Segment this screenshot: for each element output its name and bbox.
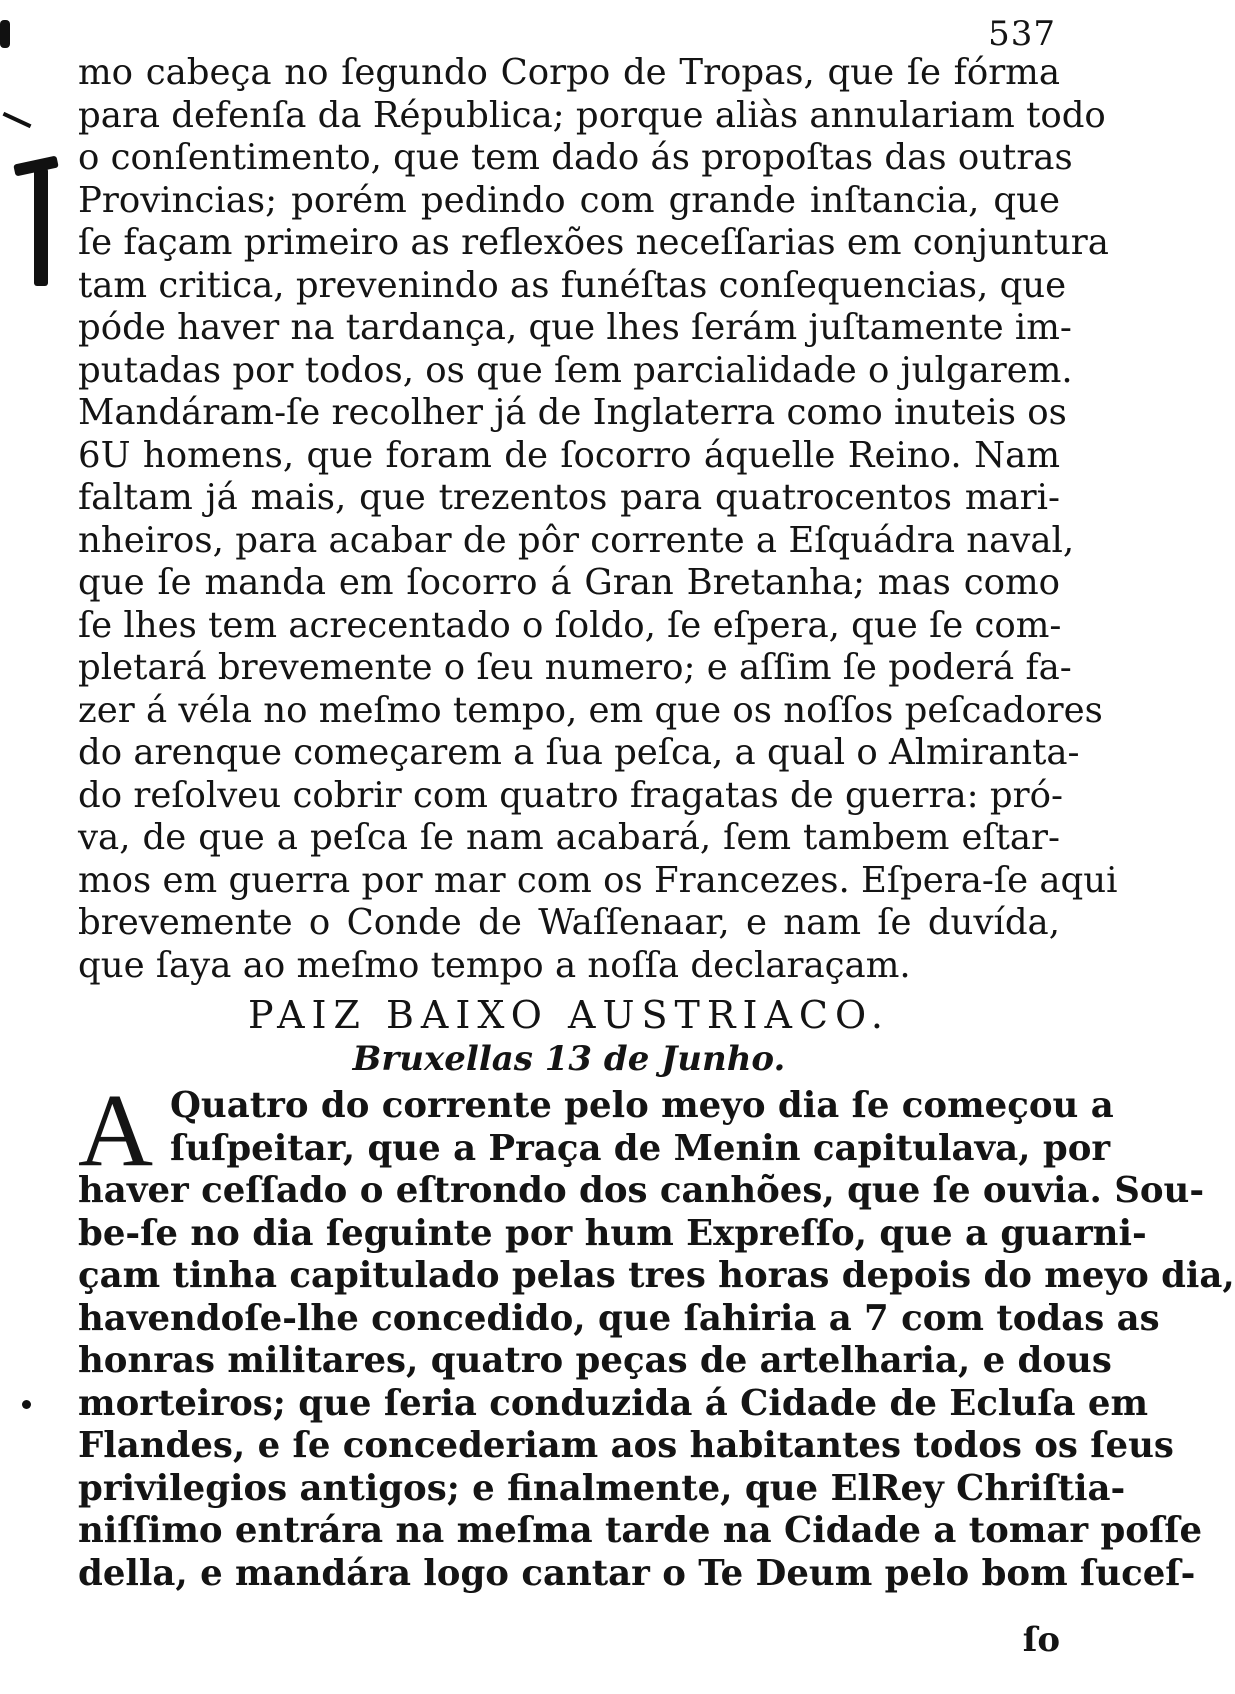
margin-ink-dot [22, 1400, 31, 1409]
text-line: çam tinha capitulado pelas tres horas depois do meyo dia, [78, 1255, 1235, 1296]
text-line: mos em guerra por mar com os Francezes. Eſpera-ſe aqui [78, 859, 1118, 901]
text-line: Mandáram-ſe recolher já de Inglaterra como inuteis os [78, 392, 1067, 433]
text-line: ſuſpeitar, que a Praça de Menin capitulava, por [170, 1127, 1111, 1169]
text-line: faltam já mais, que trezentos para quatrocentos mari- [78, 477, 1060, 518]
text-line: Provincias; porém pedindo com grande inſtancia, que [78, 179, 1060, 221]
text-line: honras militares, quatro peças de artelharia, e dous [78, 1340, 1112, 1381]
text-column [78, 52, 1235, 1595]
margin-ink-dash [3, 112, 32, 128]
section-title: PAIZ BAIXO AUSTRIACO. [247, 993, 890, 1037]
drop-cap: A [78, 1073, 154, 1188]
text-line: putadas por todos, os que ſem parcialidade o julgarem. [78, 349, 1073, 391]
text-line: do arenque começarem a ſua peſca, a qual o Almiranta- [78, 732, 1080, 773]
text-line: havendoſe-lhe concedido, que ſahiria a 7 com todas as [78, 1297, 1160, 1339]
text-line: be-ſe no dia ſeguinte por hum Expreſſo, que a guarni- [78, 1212, 1147, 1254]
text-line: ſe façam primeiro as reflexões neceſſarias em conjuntura [78, 222, 1109, 263]
text-line: pletará brevemente o ſeu numero; e aſſim ſe poderá fa- [78, 647, 1072, 688]
text-line: 6U homens, que foram de ſocorro áquelle Reino. Nam [78, 434, 1060, 476]
text-line: póde haver na tardança, que lhes ſerám juſtamente im- [78, 307, 1072, 348]
text-line: zer á véla no meſmo tempo, em que os noſſos peſcadores [78, 689, 1103, 731]
page-number: 537 [988, 14, 1056, 54]
text-line: nheiros, para acabar de pôr corrente a Eſquádra naval, [78, 519, 1075, 561]
text-line: haver ceſſado o eſtrondo dos canhões, que ſe ouvia. Sou- [78, 1170, 1205, 1211]
text-line: para defenſa da Républica; porque aliàs annulariam todo [78, 94, 1106, 136]
text-line: va, de que a peſca ſe nam acabará, ſem tambem eſtar- [78, 817, 1060, 858]
margin-bracket-mark [14, 160, 60, 288]
catchword: ſo [1022, 1620, 1060, 1660]
text-line: privilegios antigos; e finalmente, que ElRey Chriſtia- [78, 1467, 1126, 1509]
text-line: que ſaya ao meſmo tempo a noſſa declaraçam. [78, 944, 911, 986]
text-line: ſe lhes tem acrecentado o ſoldo, ſe eſpera, que ſe com- [78, 604, 1062, 646]
paragraph-brussels-news [78, 1073, 1235, 1595]
dateline: Bruxellas 13 de Junho. [352, 1039, 786, 1079]
text-line: do reſolveu cobrir com quatro fragatas de guerra: pró- [78, 774, 1063, 816]
paragraph-netherlands-news [78, 52, 1118, 987]
margin-ink-mark [0, 20, 10, 48]
text-line: mo cabeça no ſegundo Corpo de Tropas, que ſe fórma [78, 52, 1060, 93]
text-line: Quatro do corrente pelo meyo dia ſe começou a [170, 1085, 1114, 1126]
text-line: Flandes, e ſe concederiam aos habitantes todos os ſeus [78, 1425, 1174, 1466]
text-line: o conſentimento, que tem dado ás propoſtas das outras [78, 137, 1073, 178]
text-line: niſſimo entrára na meſma tarde na Cidade a tomar poſſe [78, 1510, 1203, 1551]
text-line: della, e mandára logo cantar o Te Deum pelo bom ſuceſ- [78, 1552, 1196, 1594]
text-line: brevemente o Conde de Waſſenaar, e nam ſe duvída, [78, 902, 1060, 943]
paragraph-lines [78, 1073, 1235, 1595]
text-line: que ſe manda em ſocorro á Gran Bretanha; mas como [78, 562, 1060, 603]
text-line: morteiros; que ſeria conduzida á Cidade de Ecluſa em [78, 1382, 1149, 1424]
text-line: tam critica, prevenindo as funéſtas conſequencias, que [78, 264, 1067, 306]
